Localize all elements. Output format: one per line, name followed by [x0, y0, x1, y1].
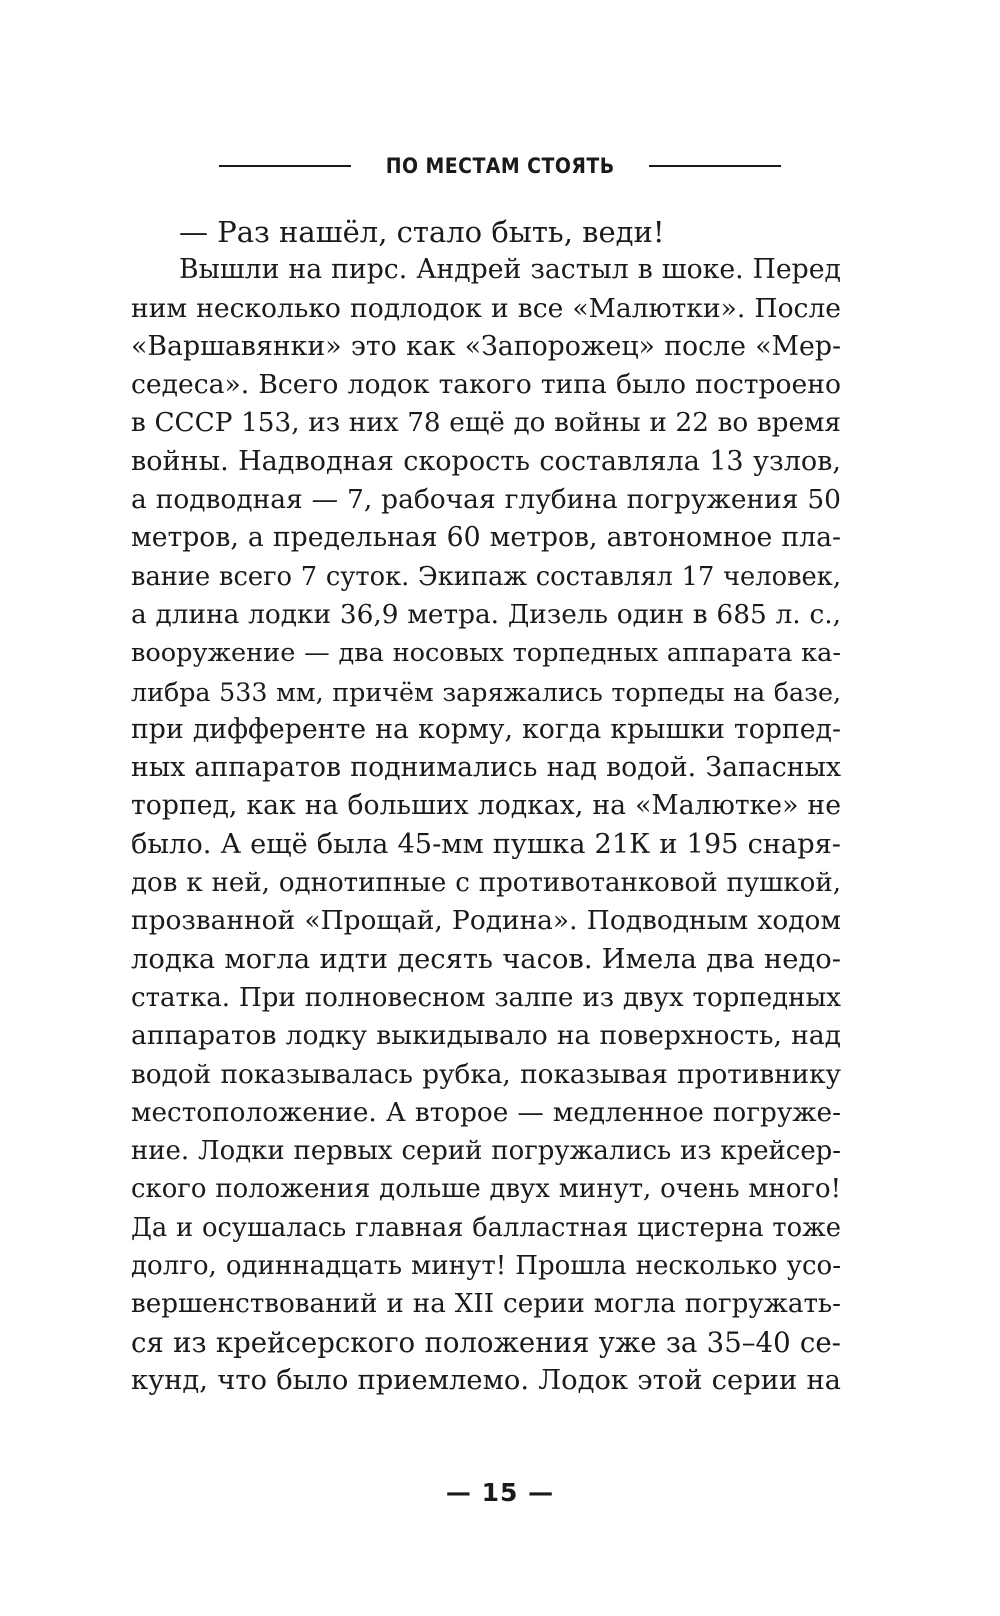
text-line: в СССР 153, из них 78 ещё до войны и 22 во время: [131, 408, 841, 439]
text-line: лодка могла идти десять часов. Имела два недо-: [131, 943, 841, 975]
text-line: вооружение — два носовых торпедных аппарата ка-: [131, 638, 841, 669]
text-line: а подводная — 7, рабочая глубина погружения 50: [131, 484, 841, 516]
text-line: метров, а предельная 60 метров, автономное пла-: [131, 522, 841, 554]
text-line: было. А ещё была 45-мм пушка 21К и 195 снаря-: [131, 828, 841, 860]
text-line: местоположение. А второе — медленное погруже-: [131, 1097, 841, 1128]
text-line: при дифференте на корму, когда крышки торпед-: [131, 713, 841, 745]
running-head-title: ПО МЕСТАМ СТОЯТЬ: [385, 154, 615, 178]
text-line: Вышли на пирс. Андрей застыл в шоке. Перед: [179, 254, 841, 286]
text-line: долго, одиннадцать минут! Прошла несколько усо-: [131, 1251, 841, 1282]
running-head-right-rule: [649, 165, 781, 167]
text-line: седеса». Всего лодок такого типа было построено: [131, 369, 841, 401]
running-head: [0, 146, 1000, 186]
text-line: водой показывалась рубка, показывая противнику: [131, 1059, 841, 1090]
text-line: — Раз нашёл, стало быть, веди!: [179, 215, 665, 249]
text-line: аппаратов лодку выкидывало на поверхность, над: [131, 1020, 841, 1052]
text-line: прозванной «Прощай, Родина». Подводным ходом: [131, 905, 841, 937]
text-line: «Варшавянки» это как «Запорожец» после «Мер-: [131, 330, 841, 362]
text-line: Да и осушалась главная балластная цистерна тоже: [131, 1212, 841, 1243]
text-line: либра 533 мм, причём заряжались торпеды на базе,: [131, 676, 841, 707]
text-line: а длина лодки 36,9 метра. Дизель один в 685 л. с.,: [131, 599, 841, 630]
text-line: ся из крейсерского положения уже за 35–40 се-: [131, 1325, 841, 1359]
text-line: кунд, что было приемлемо. Лодок этой серии на: [131, 1364, 841, 1396]
text-line: статка. При полновесном залпе из двух торпедных: [131, 982, 841, 1013]
text-line: вание всего 7 суток. Экипаж составлял 17 человек,: [131, 561, 841, 592]
text-line: войны. Надводная скорость составляла 13 узлов,: [131, 445, 841, 477]
text-line: ним несколько подлодок и все «Малютки». После: [131, 292, 841, 324]
text-line: ных аппаратов поднимались над водой. Запасных: [131, 752, 841, 784]
text-line: вершенствований и на XII серии могла погружать-: [131, 1289, 841, 1320]
text-line: торпед, как на больших лодках, на «Малютке» не: [131, 790, 841, 822]
body-text: [131, 213, 841, 1400]
text-line: ского положения дольше двух минут, очень много!: [131, 1174, 841, 1205]
text-line: ние. Лодки первых серий погружались из крейсер-: [131, 1136, 841, 1167]
running-head-left-rule: [219, 165, 351, 167]
page-number: — 15 —: [445, 1478, 555, 1507]
text-line: дов к ней, однотипные с противотанковой пушкой,: [131, 868, 841, 899]
